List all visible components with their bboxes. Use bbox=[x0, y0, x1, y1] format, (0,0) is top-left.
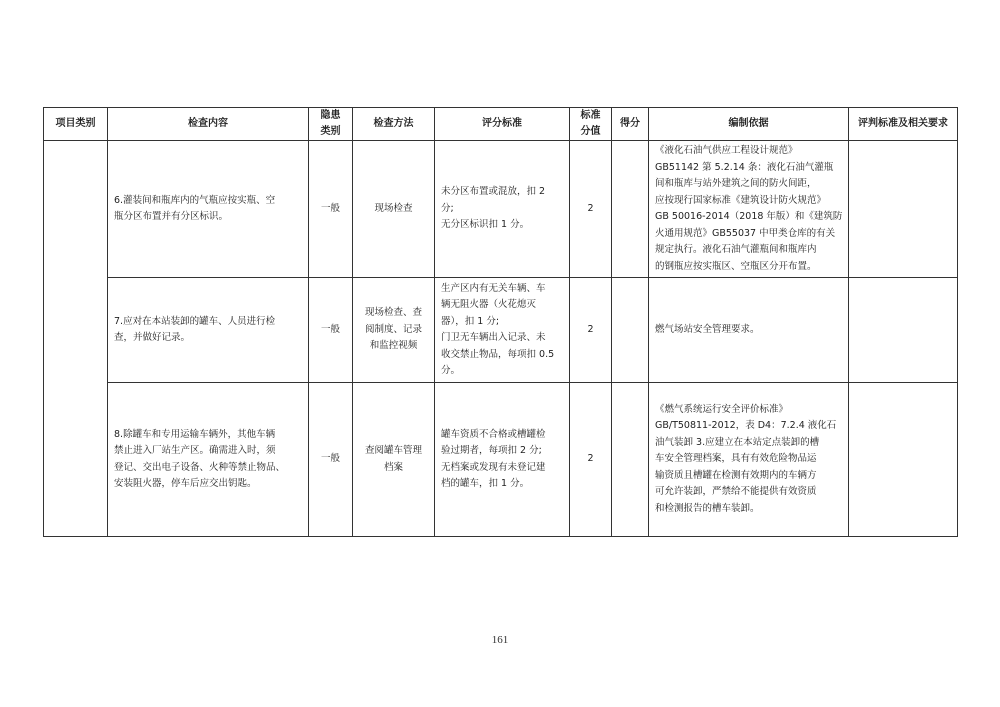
basis-line: 规定执行。液化石油气灌瓶间和瓶库内 bbox=[655, 244, 817, 255]
basis-line: GB/T50811-2012，表 D4：7.2.4 液化石 bbox=[655, 420, 837, 432]
score-cell bbox=[612, 141, 649, 278]
scoring-line: 生产区内有无关车辆、车 bbox=[441, 282, 546, 294]
basis-cell bbox=[649, 141, 849, 278]
method-cell bbox=[353, 383, 435, 537]
header-content: 检查内容 bbox=[108, 108, 309, 141]
table-row bbox=[44, 278, 958, 383]
basis-line: 《燃气系统运行安全评价标准》 bbox=[655, 403, 789, 415]
basis-line: 间和瓶库与站外建筑之间的防火间距， bbox=[655, 178, 817, 189]
basis-line: 车安全管理档案，具有有效危险物品运 bbox=[655, 453, 817, 465]
scoring-line: 未分区布置或混放，扣 2 bbox=[441, 186, 546, 198]
basis-line: 火通用规范》GB55037 中甲类仓库的有关 bbox=[655, 227, 836, 239]
header-criteria: 评判标准及相关要求 bbox=[849, 108, 958, 141]
score-cell bbox=[612, 278, 649, 383]
basis-line: 燃气场站安全管理要求。 bbox=[655, 323, 760, 335]
header-method: 检查方法 bbox=[353, 108, 435, 141]
standard-score-cell: 2 bbox=[570, 278, 612, 383]
scoring-line: 辆无阻火器（火花熄灭 bbox=[441, 299, 537, 310]
basis-line: 《液化石油气供应工程设计规范》 bbox=[655, 145, 798, 156]
header-hazard-type bbox=[309, 108, 353, 141]
method-line: 档案 bbox=[383, 461, 403, 473]
header-hazard-type-line-1: 隐患 bbox=[320, 110, 341, 121]
scoring-line: 分; bbox=[441, 202, 454, 214]
scoring-line: 无档案或发现有未登记建 bbox=[441, 461, 546, 473]
category-cell bbox=[44, 141, 108, 537]
content-line: 登记、交出电子设备、火种等禁止物品、 bbox=[114, 461, 286, 473]
basis-line: 和检测报告的槽车装卸。 bbox=[655, 502, 760, 514]
hazard-type-cell: 一般 bbox=[309, 141, 353, 278]
scoring-line: 器），扣 1 分; bbox=[441, 315, 500, 327]
header-category: 项目类别 bbox=[44, 108, 108, 141]
scoring-cell bbox=[435, 141, 570, 278]
method-line: 现场检查 bbox=[374, 202, 413, 214]
basis-line: 可允许装卸，严禁给不能提供有效资质 bbox=[655, 486, 817, 498]
content-line: 瓶分区布置并有分区标识。 bbox=[114, 211, 229, 222]
scoring-line: 验过期者，每项扣 2 分; bbox=[441, 445, 542, 456]
basis-line: 油气装卸 3.应建立在本站定点装卸的槽 bbox=[655, 436, 820, 448]
content-line: 7.应对在本站装卸的罐车、人员进行检 bbox=[114, 315, 276, 327]
inspection-table bbox=[43, 107, 958, 537]
basis-line: GB51142 第 5.2.14 条：液化石油气灌瓶 bbox=[655, 161, 834, 173]
page-number: 161 bbox=[491, 634, 509, 646]
scoring-line: 无分区标识扣 1 分。 bbox=[441, 219, 530, 231]
scoring-cell bbox=[435, 278, 570, 383]
table-row bbox=[44, 383, 958, 537]
method-line: 现场检查、查 bbox=[364, 307, 422, 319]
basis-cell bbox=[649, 383, 849, 537]
basis-cell bbox=[649, 278, 849, 383]
criteria-cell bbox=[849, 141, 958, 278]
header-scoring: 评分标准 bbox=[435, 108, 570, 141]
header-standard-score-line-2: 分值 bbox=[580, 126, 601, 137]
method-line: 查阅罐车管理 bbox=[364, 445, 422, 456]
hazard-type-cell: 一般 bbox=[309, 383, 353, 537]
standard-score-cell: 2 bbox=[570, 383, 612, 537]
content-line: 8.除罐车和专用运输车辆外，其他车辆 bbox=[114, 428, 276, 440]
scoring-line: 分。 bbox=[441, 365, 461, 376]
table-row bbox=[44, 141, 958, 278]
basis-line: 应按现行国家标准《建筑设计防火规范》 bbox=[655, 194, 827, 206]
content-cell bbox=[108, 141, 309, 278]
scoring-cell bbox=[435, 383, 570, 537]
scoring-line: 门卫无车辆出入记录、未 bbox=[441, 332, 546, 343]
content-line: 查，并做好记录。 bbox=[114, 332, 191, 343]
content-cell bbox=[108, 278, 309, 383]
header-standard-score bbox=[570, 108, 612, 141]
content-line: 安装阻火器，停车后应交出钥匙。 bbox=[114, 478, 257, 489]
header-hazard-type-line-2: 类别 bbox=[320, 126, 341, 137]
criteria-cell bbox=[849, 383, 958, 537]
basis-line: 的钢瓶应按实瓶区、空瓶区分开布置。 bbox=[655, 260, 817, 272]
scoring-line: 罐车资质不合格或槽罐检 bbox=[441, 428, 546, 440]
method-line: 和监控视频 bbox=[369, 340, 418, 352]
scoring-line: 收交禁止物品，每项扣 0.5 bbox=[441, 348, 555, 360]
header-standard-score-line-1: 标准 bbox=[580, 110, 601, 121]
scoring-line: 档的罐车，扣 1 分。 bbox=[441, 478, 530, 489]
criteria-cell bbox=[849, 278, 958, 383]
hazard-type-cell: 一般 bbox=[309, 278, 353, 383]
content-cell bbox=[108, 383, 309, 537]
standard-score-cell: 2 bbox=[570, 141, 612, 278]
basis-line: 输资质且槽罐在检测有效期内的车辆方 bbox=[655, 469, 817, 481]
content-line: 禁止进入厂站生产区。确需进入时，须 bbox=[114, 445, 276, 456]
basis-line: GB 50016-2014（2018 年版）和《建筑防 bbox=[655, 211, 843, 222]
method-cell bbox=[353, 278, 435, 383]
score-cell bbox=[612, 383, 649, 537]
table-header-row bbox=[44, 108, 958, 141]
header-score: 得分 bbox=[612, 108, 649, 141]
method-line: 阅制度、记录 bbox=[364, 323, 422, 335]
content-line: 6.灌装间和瓶库内的气瓶应按实瓶、空 bbox=[114, 194, 276, 206]
method-cell bbox=[353, 141, 435, 278]
header-basis: 编制依据 bbox=[649, 108, 849, 141]
